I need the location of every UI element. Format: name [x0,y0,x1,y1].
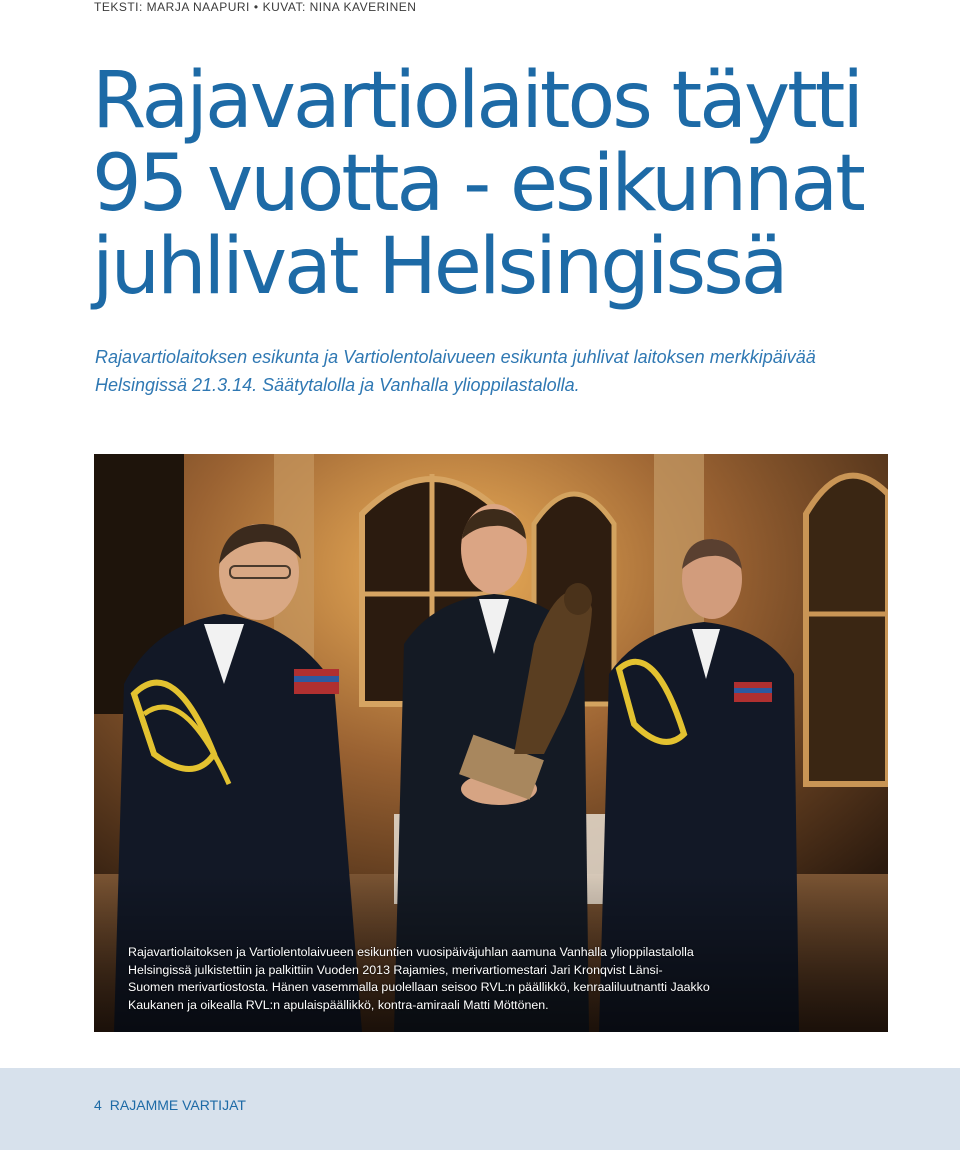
caption-line: Suomen merivartiostosta. Hänen vasemmalla puolellaan seisoo RVL:n päällikkö, kenraaliluutnantti Jaakko [128,980,710,994]
caption-line: Kaukanen ja oikealla RVL:n apulaispäällikkö, kontra-amiraali Matti Möttönen. [128,997,549,1012]
caption-line: Rajavartiolaitoksen ja Vartiolentolaivueen esikuntien vuosipäiväjuhlan aamuna Vanhalla ylioppilastalolla [128,945,694,959]
article-lead [95,343,915,399]
byline-separator: • [253,0,259,14]
article-photo [94,454,888,1032]
headline-line: juhlivat Helsingissä [92,222,786,312]
photo-author: KUVAT: NINA KAVERINEN [262,0,417,14]
publication-name: RAJAMME VARTIJAT [109,1097,246,1113]
article-headline [92,56,912,312]
headline-line: Rajavartiolaitos täytti [92,56,862,146]
page-footer [0,1068,960,1150]
caption-line: Helsingissä julkistettiin ja palkittiin Vuoden 2013 Rajamies, merivartiomestari Jari Kronqvist Länsi- [128,962,663,977]
lead-line: Rajavartiolaitoksen esikunta ja Vartiolentolaivueen esikunta juhlivat laitoksen merkkipäivää [95,347,816,367]
footer-label [94,1097,246,1113]
text-author: TEKSTI: MARJA NAAPURI [94,0,250,14]
page-number: 4 [94,1097,102,1113]
photo-caption [128,944,868,1014]
headline-line: 95 vuotta - esikunnat [92,139,863,229]
byline [94,0,416,14]
lead-line: Helsingissä 21.3.14. Säätytalolla ja Vanhalla ylioppilastalolla. [95,375,580,395]
arched-window [806,476,888,784]
